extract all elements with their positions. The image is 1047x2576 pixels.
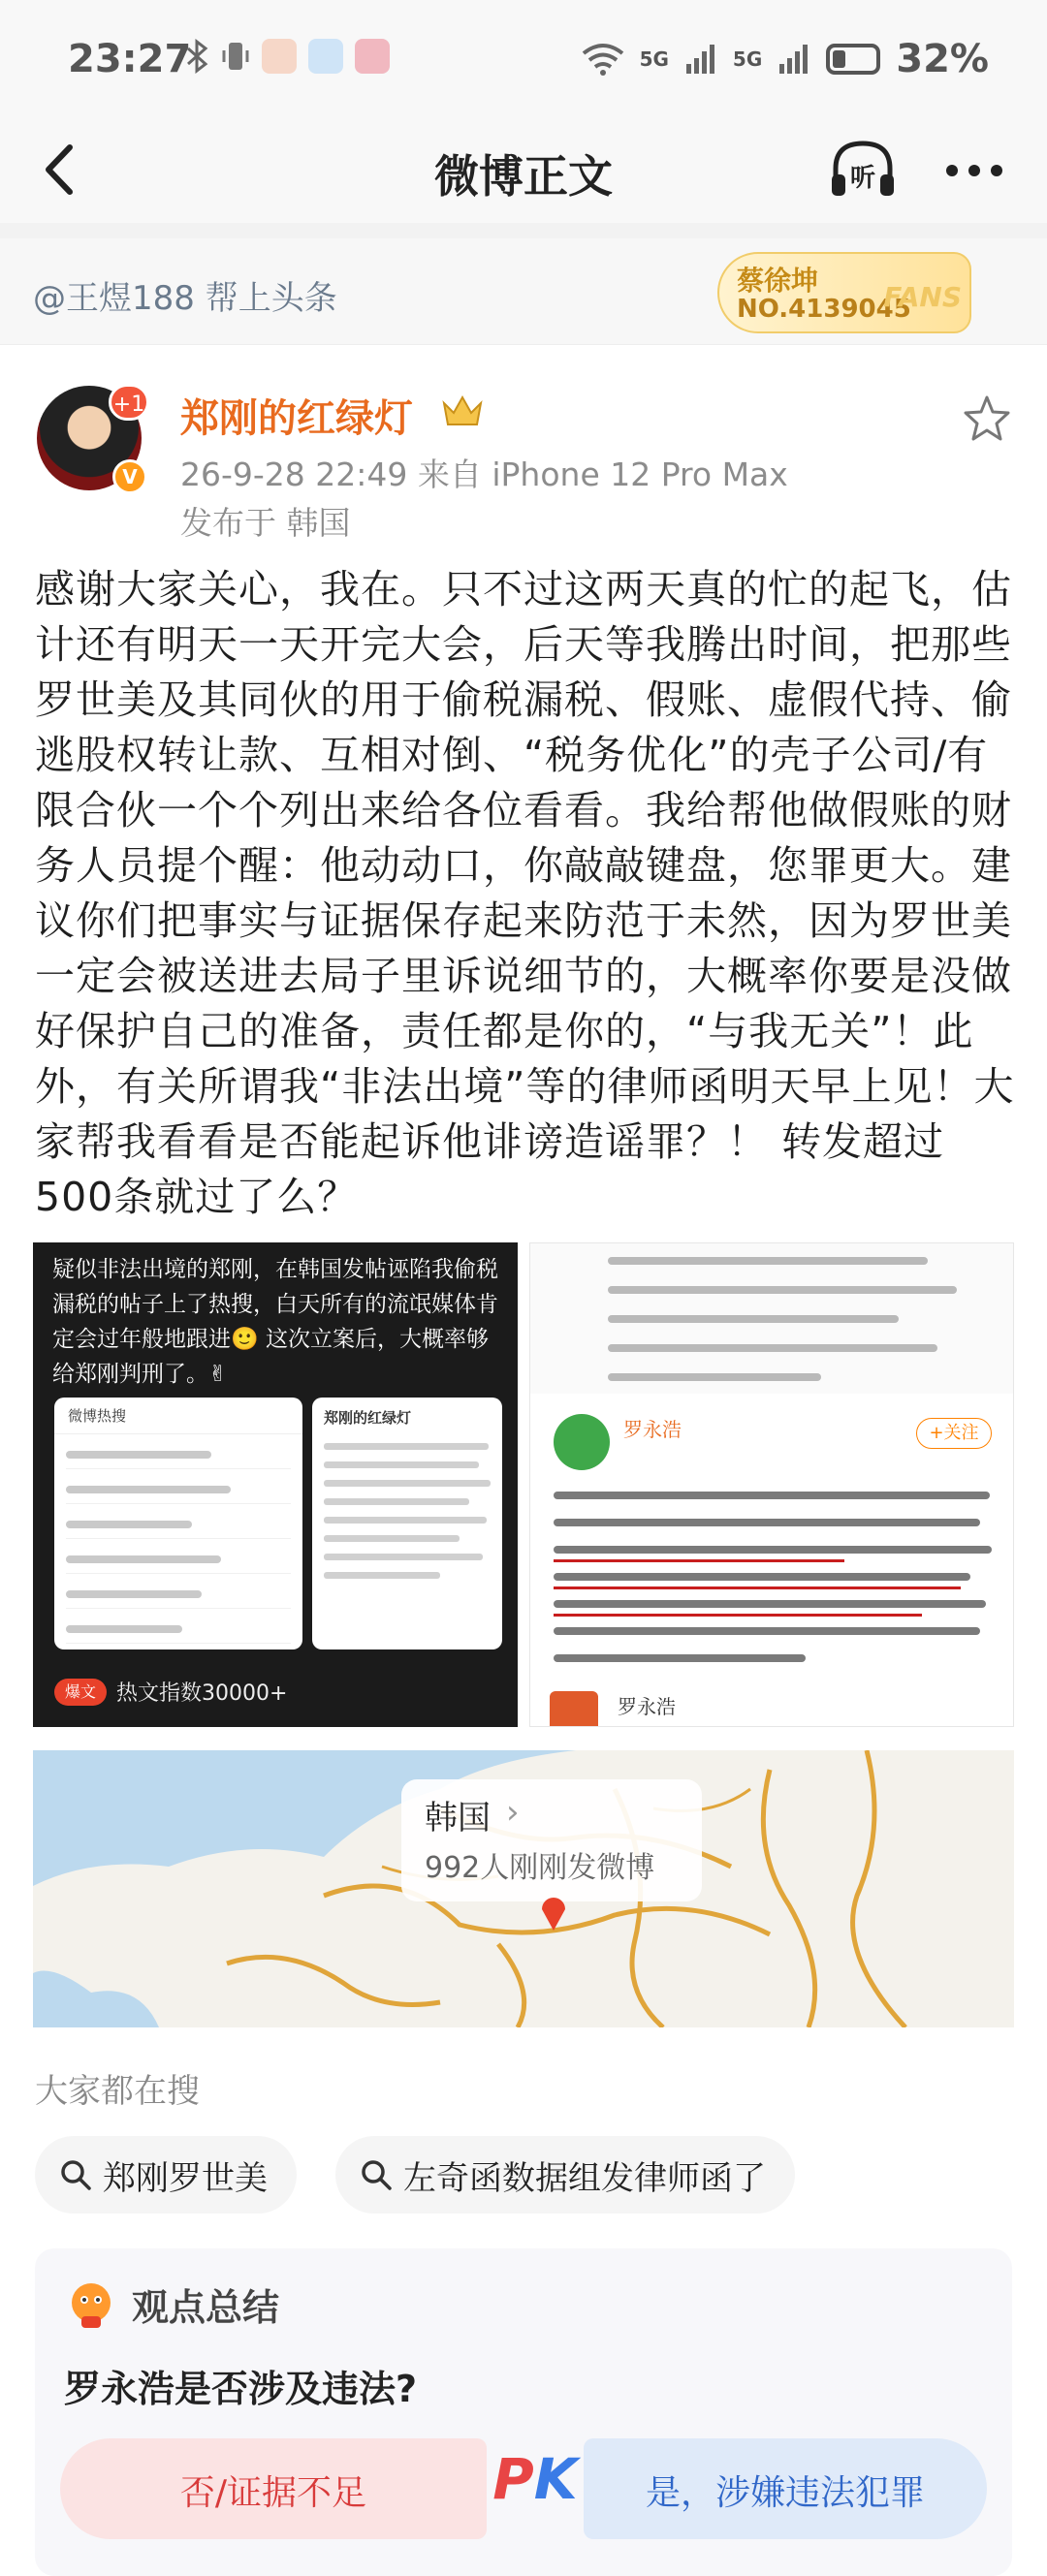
post-body: 感谢大家关心，我在。只不过这两天真的忙的起飞，估计还有明天一天开完大会，后天等我腾出时间，把那些罗世美及其同伙的用于偷税漏税、假账、虚假代持、偷逃股权转让款、互相对倒、“税务优化”的壳子公司/有限合伙一个个列出来给各位看看。我给帮他做假账的财务人员提个醒：他动动口，你敲敲键盘，您罪更大。建议你们把事实与证据保存起来防范于未然，因为罗世美一定会被送进去局子里诉说细节的，大概率你要是没做好保护自己的准备，责任都是你的，“与我无关”！此外，有关所谓我“非法出境”等的律师函明天早上见！大家帮我看看是否能起诉他诽谤造谣罪？！ 转发超过500条就过了么？ [35, 566, 1015, 1220]
status-bar [0, 0, 1047, 116]
opinion-summary-card [35, 2248, 1012, 2576]
list-item [66, 1545, 291, 1574]
list-item [66, 1615, 291, 1644]
headline-bar[interactable] [0, 238, 1047, 345]
gift-notification-icon [355, 39, 390, 74]
pk-label [483, 2446, 587, 2533]
map-pin-icon [539, 1896, 568, 1932]
hot-index-tag [54, 1677, 287, 1707]
verified-badge: V [112, 459, 147, 494]
pk-k: K [533, 2446, 578, 2512]
author-name[interactable]: 郑刚的红绿灯 [180, 396, 413, 441]
fan-badge[interactable] [717, 252, 971, 333]
image-left-post-card [312, 1398, 502, 1649]
location-map[interactable] [33, 1750, 1014, 2027]
network-type-2: 5G [732, 47, 763, 71]
location-pill[interactable] [401, 1779, 702, 1901]
search-icon [359, 2157, 394, 2192]
battery-icon [826, 44, 880, 75]
more-dots-icon[interactable] [940, 143, 1008, 198]
hot-logo: 爆文 [54, 1679, 107, 1706]
section-divider [0, 223, 1047, 238]
search-section-title: 大家都在搜 [35, 2072, 200, 2111]
follow-button: +关注 [916, 1418, 992, 1449]
fan-badge-number: NO.4139045 [737, 295, 911, 324]
chevron-right-icon: › [506, 1793, 520, 1832]
status-time: 23:27 [68, 37, 192, 81]
search-icon [58, 2157, 93, 2192]
search-chip-label: 左奇函数据组发律师函了 [403, 2158, 766, 2198]
vote-yes-label: 是，涉嫌违法犯罪 [645, 2473, 925, 2513]
list-item [66, 1580, 291, 1609]
mascot-icon [64, 2278, 118, 2332]
image-right-weibo-card [540, 1406, 1005, 1676]
battery-percent: 32% [896, 37, 989, 81]
star-icon[interactable] [960, 392, 1014, 446]
image-right-comment-area [530, 1243, 1014, 1394]
list-item [66, 1475, 291, 1504]
network-type-1: 5G [639, 47, 669, 71]
opinion-title: 观点总结 [132, 2286, 280, 2329]
post-image-left[interactable] [33, 1242, 518, 1727]
signal-icon [684, 43, 717, 76]
page-title: 微博正文 [434, 150, 613, 203]
avatar-plus-badge: +1 [109, 384, 149, 421]
location-post-count: 992人刚刚发微博 [425, 1851, 655, 1885]
post-card-header: 郑刚的红绿灯 [324, 1409, 412, 1427]
pk-p: P [492, 2446, 534, 2512]
bluetooth-icon [184, 39, 209, 74]
avatar [554, 1414, 610, 1470]
vote-yes-button[interactable] [584, 2438, 987, 2539]
vote-no-label: 否/证据不足 [179, 2473, 367, 2513]
signal-icon [777, 43, 810, 76]
image-right-author: 罗永浩 [623, 1418, 682, 1441]
hot-index-text: 热文指数30000+ [116, 1681, 288, 1706]
list-item [66, 1440, 291, 1469]
vibrate-icon [221, 39, 250, 74]
list-item [66, 1510, 291, 1539]
wifi-icon [582, 42, 624, 77]
headphone-icon[interactable] [826, 134, 900, 207]
image-left-hotsearch-card [54, 1398, 302, 1649]
status-system-icons [582, 37, 989, 81]
battery-fill [833, 50, 845, 68]
fan-badge-name: 蔡徐坤 [737, 265, 819, 297]
post-image-right[interactable] [529, 1242, 1014, 1727]
listen-label: 听 [849, 164, 876, 193]
nav-bar [0, 116, 1047, 223]
avatar [550, 1691, 598, 1727]
search-chip-label: 郑刚罗世美 [103, 2158, 268, 2198]
hotsearch-card-header: 微博热搜 [54, 1398, 302, 1434]
crown-icon [440, 392, 485, 430]
opinion-question: 罗永浩是否涉及违法? [64, 2368, 418, 2410]
post-location: 发布于 韩国 [180, 504, 351, 542]
image-right-next-post [540, 1687, 1005, 1727]
headline-text[interactable]: @王煜188 帮上头条 [33, 279, 337, 318]
location-country: 韩国 [425, 1799, 491, 1838]
weather-notification-icon [308, 39, 343, 74]
vote-no-button[interactable] [60, 2438, 487, 2539]
search-chip[interactable] [35, 2136, 297, 2214]
fan-badge-label: FANS [883, 281, 962, 313]
status-notification-icons [184, 39, 390, 74]
app-notification-icon [262, 39, 297, 74]
image-left-caption: 疑似非法出境的郑刚，在韩国发帖诬陷我偷税漏税的帖子上了热搜，白天所有的流氓媒体肯定会过年般地跟进🙂 这次立案后，大概率够给郑刚判刑了。✌ [52, 1257, 498, 1387]
post-meta: 26-9-28 22:49 来自 iPhone 12 Pro Max [180, 456, 788, 493]
search-chip[interactable] [335, 2136, 795, 2214]
image-right-bottom-author: 罗永浩 [618, 1695, 676, 1718]
